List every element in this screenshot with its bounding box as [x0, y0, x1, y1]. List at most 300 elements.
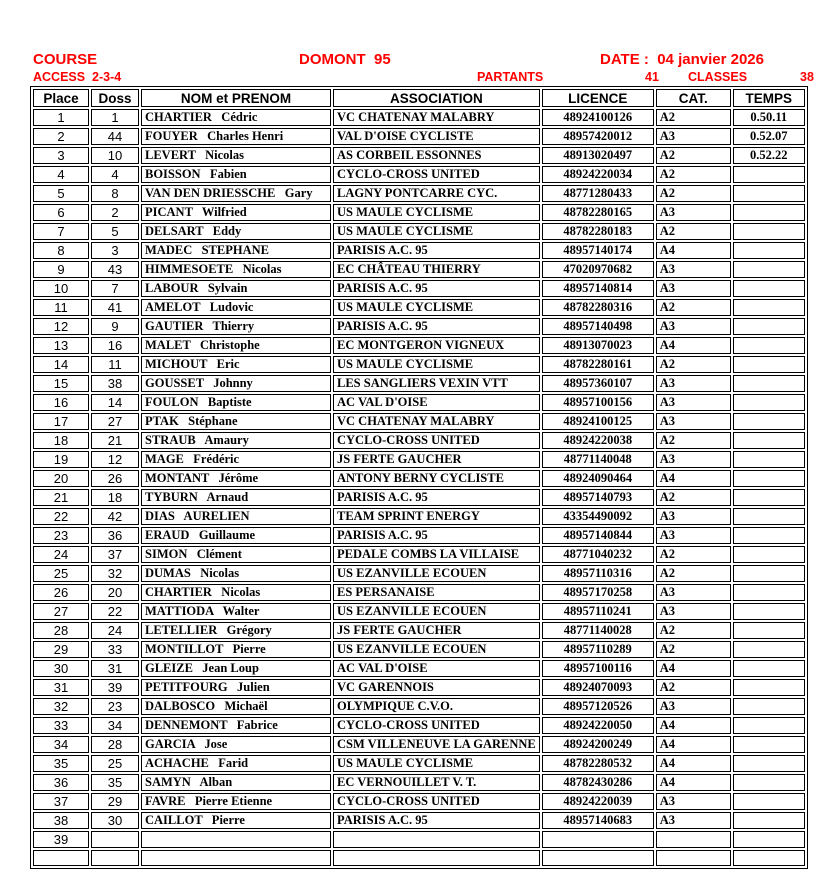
classes-count: 38 [800, 70, 814, 84]
table-row [33, 147, 805, 164]
name-cell: TYBURN Arnaud [141, 489, 331, 506]
temps-cell [733, 584, 805, 601]
name-cell: FOUYER Charles Henri [141, 128, 331, 145]
table-row [33, 299, 805, 316]
place-cell: 20 [33, 470, 89, 487]
temps-cell [733, 603, 805, 620]
partants-label: PARTANTS [477, 70, 544, 84]
association-cell: US EZANVILLE ECOUEN [333, 641, 540, 658]
association-cell: US MAULE CYCLISME [333, 299, 540, 316]
name-cell: LETELLIER Grégory [141, 622, 331, 639]
cat-cell: A2 [656, 622, 731, 639]
place-cell: 31 [33, 679, 89, 696]
name-cell: GARCIA Jose [141, 736, 331, 753]
name-cell: FAVRE Pierre Etienne [141, 793, 331, 810]
doss-cell: 22 [91, 603, 139, 620]
licence-cell: 48782280161 [542, 356, 654, 373]
licence-cell: 48924090464 [542, 470, 654, 487]
name-cell: ACHACHE Farid [141, 755, 331, 772]
temps-cell [733, 565, 805, 582]
table-row [33, 660, 805, 677]
place-cell: 2 [33, 128, 89, 145]
licence-cell: 48924220039 [542, 793, 654, 810]
place-cell: 25 [33, 565, 89, 582]
cat-cell: A3 [656, 413, 731, 430]
place-cell: 36 [33, 774, 89, 791]
licence-cell: 48782280532 [542, 755, 654, 772]
name-cell: DENNEMONT Fabrice [141, 717, 331, 734]
association-cell: US EZANVILLE ECOUEN [333, 603, 540, 620]
doss-cell: 36 [91, 527, 139, 544]
licence-cell: 48957120526 [542, 698, 654, 715]
temps-cell [733, 299, 805, 316]
temps-cell [733, 432, 805, 449]
temps-cell [733, 470, 805, 487]
name-cell: PICANT Wilfried [141, 204, 331, 221]
cat-cell: A3 [656, 812, 731, 829]
place-cell: 12 [33, 318, 89, 335]
association-cell: CYCLO-CROSS UNITED [333, 432, 540, 449]
temps-cell [733, 793, 805, 810]
licence-cell [542, 850, 654, 866]
doss-cell: 11 [91, 356, 139, 373]
temps-cell [733, 527, 805, 544]
doss-cell: 44 [91, 128, 139, 145]
cat-cell: A2 [656, 166, 731, 183]
association-cell: TEAM SPRINT ENERGY [333, 508, 540, 525]
name-cell: MONTANT Jérôme [141, 470, 331, 487]
table-row [33, 356, 805, 373]
name-cell: LEVERT Nicolas [141, 147, 331, 164]
place-cell: 18 [33, 432, 89, 449]
name-cell: GLEIZE Jean Loup [141, 660, 331, 677]
place-cell [33, 850, 89, 866]
doss-cell: 33 [91, 641, 139, 658]
place-cell: 32 [33, 698, 89, 715]
table-row [33, 508, 805, 525]
place-cell: 29 [33, 641, 89, 658]
association-cell: EC VERNOUILLET V. T. [333, 774, 540, 791]
temps-cell [733, 508, 805, 525]
table-row [33, 774, 805, 791]
cat-cell: A4 [656, 774, 731, 791]
cat-cell: A3 [656, 698, 731, 715]
table-row [33, 375, 805, 392]
name-cell: MALET Christophe [141, 337, 331, 354]
temps-cell [733, 185, 805, 202]
temps-cell [733, 166, 805, 183]
doss-cell: 3 [91, 242, 139, 259]
table-row [33, 546, 805, 563]
temps-cell [733, 375, 805, 392]
temps-cell [733, 242, 805, 259]
association-cell: JS FERTE GAUCHER [333, 451, 540, 468]
table-row [33, 641, 805, 658]
place-cell: 14 [33, 356, 89, 373]
place-cell: 11 [33, 299, 89, 316]
licence-cell: 48924100125 [542, 413, 654, 430]
cat-cell: A3 [656, 793, 731, 810]
association-cell: PARISIS A.C. 95 [333, 280, 540, 297]
col-header-temps: TEMPS [733, 89, 805, 107]
licence-cell: 43354490092 [542, 508, 654, 525]
name-cell: DUMAS Nicolas [141, 565, 331, 582]
place-cell: 22 [33, 508, 89, 525]
licence-cell: 47020970682 [542, 261, 654, 278]
cat-cell: A2 [656, 299, 731, 316]
temps-cell [733, 717, 805, 734]
temps-cell [733, 451, 805, 468]
cat-cell: A2 [656, 679, 731, 696]
col-header-licence: LICENCE [542, 89, 654, 107]
doss-cell: 25 [91, 755, 139, 772]
association-cell: EC CHÂTEAU THIERRY [333, 261, 540, 278]
table-row [33, 223, 805, 240]
doss-cell [91, 831, 139, 848]
table-row [33, 603, 805, 620]
place-cell: 24 [33, 546, 89, 563]
event-title: DOMONT 95 [299, 51, 391, 68]
doss-cell: 28 [91, 736, 139, 753]
cat-cell: A3 [656, 508, 731, 525]
cat-cell: A3 [656, 261, 731, 278]
doss-cell: 27 [91, 413, 139, 430]
table-row [33, 565, 805, 582]
table-row [33, 337, 805, 354]
association-cell: CYCLO-CROSS UNITED [333, 166, 540, 183]
doss-cell: 35 [91, 774, 139, 791]
name-cell: DIAS AURELIEN [141, 508, 331, 525]
table-row [33, 166, 805, 183]
association-cell: US EZANVILLE ECOUEN [333, 565, 540, 582]
place-cell: 13 [33, 337, 89, 354]
licence-cell: 48924220034 [542, 166, 654, 183]
licence-cell: 48957420012 [542, 128, 654, 145]
doss-cell: 5 [91, 223, 139, 240]
association-cell: PARISIS A.C. 95 [333, 489, 540, 506]
cat-cell: A3 [656, 128, 731, 145]
place-cell: 19 [33, 451, 89, 468]
doss-cell: 41 [91, 299, 139, 316]
doss-cell: 30 [91, 812, 139, 829]
place-cell: 7 [33, 223, 89, 240]
name-cell: STRAUB Amaury [141, 432, 331, 449]
cat-cell: A4 [656, 242, 731, 259]
name-cell: GOUSSET Johnny [141, 375, 331, 392]
temps-cell [733, 850, 805, 866]
licence-cell: 48957170258 [542, 584, 654, 601]
association-cell: US MAULE CYCLISME [333, 755, 540, 772]
doss-cell: 31 [91, 660, 139, 677]
cat-cell: A2 [656, 546, 731, 563]
cat-cell: A2 [656, 185, 731, 202]
table-row [33, 185, 805, 202]
temps-cell [733, 413, 805, 430]
table-row [33, 679, 805, 696]
doss-cell: 7 [91, 280, 139, 297]
doss-cell: 43 [91, 261, 139, 278]
col-header-name: NOM et PRENOM [141, 89, 331, 107]
table-row [33, 204, 805, 221]
cat-cell: A3 [656, 318, 731, 335]
association-cell: LES SANGLIERS VEXIN VTT [333, 375, 540, 392]
name-cell: SIMON Clément [141, 546, 331, 563]
place-cell: 10 [33, 280, 89, 297]
temps-cell: 0.52.22 [733, 147, 805, 164]
licence-cell: 48771280433 [542, 185, 654, 202]
table-row [33, 831, 805, 848]
name-cell: BOISSON Fabien [141, 166, 331, 183]
licence-cell: 48771140028 [542, 622, 654, 639]
cat-cell: A4 [656, 736, 731, 753]
place-cell: 23 [33, 527, 89, 544]
classes-label: CLASSES [688, 70, 748, 84]
table-row [33, 261, 805, 278]
cat-cell: A4 [656, 717, 731, 734]
name-cell: GAUTIER Thierry [141, 318, 331, 335]
doss-cell: 16 [91, 337, 139, 354]
temps-cell [733, 394, 805, 411]
doss-cell: 2 [91, 204, 139, 221]
temps-cell [733, 337, 805, 354]
place-cell: 16 [33, 394, 89, 411]
licence-cell: 48957140844 [542, 527, 654, 544]
doss-cell: 42 [91, 508, 139, 525]
name-cell: DELSART Eddy [141, 223, 331, 240]
cat-cell: A2 [656, 223, 731, 240]
association-cell: PEDALE COMBS LA VILLAISE [333, 546, 540, 563]
cat-cell: A2 [656, 432, 731, 449]
table-row [33, 128, 805, 145]
table-row [33, 470, 805, 487]
doss-cell: 12 [91, 451, 139, 468]
licence-cell: 48957110289 [542, 641, 654, 658]
association-cell: US MAULE CYCLISME [333, 223, 540, 240]
cat-cell: A3 [656, 451, 731, 468]
temps-cell [733, 318, 805, 335]
temps-cell [733, 755, 805, 772]
partants-count: 41 [645, 70, 659, 84]
doss-cell: 29 [91, 793, 139, 810]
licence-cell: 48913070023 [542, 337, 654, 354]
place-cell: 3 [33, 147, 89, 164]
place-cell: 9 [33, 261, 89, 278]
cat-cell: A3 [656, 280, 731, 297]
table-row [33, 698, 805, 715]
place-cell: 26 [33, 584, 89, 601]
table-row [33, 451, 805, 468]
name-cell: DALBOSCO Michaël [141, 698, 331, 715]
cat-cell: A4 [656, 337, 731, 354]
cat-cell: A2 [656, 356, 731, 373]
col-header-cat: CAT. [656, 89, 731, 107]
temps-cell [733, 641, 805, 658]
table-row [33, 812, 805, 829]
licence-cell: 48957110316 [542, 565, 654, 582]
cat-cell: A2 [656, 109, 731, 126]
licence-cell: 48924220050 [542, 717, 654, 734]
temps-cell [733, 622, 805, 639]
association-cell: CSM VILLENEUVE LA GARENNE [333, 736, 540, 753]
licence-cell [542, 831, 654, 848]
doss-cell: 8 [91, 185, 139, 202]
temps-cell [733, 280, 805, 297]
association-cell: US MAULE CYCLISME [333, 356, 540, 373]
association-cell: US MAULE CYCLISME [333, 204, 540, 221]
name-cell: PETITFOURG Julien [141, 679, 331, 696]
licence-cell: 48924200249 [542, 736, 654, 753]
place-cell: 17 [33, 413, 89, 430]
doss-cell: 4 [91, 166, 139, 183]
association-cell: OLYMPIQUE C.V.O. [333, 698, 540, 715]
association-cell: LAGNY PONTCARRE CYC. [333, 185, 540, 202]
association-cell: PARISIS A.C. 95 [333, 812, 540, 829]
place-cell: 34 [33, 736, 89, 753]
cat-cell [656, 850, 731, 866]
doss-cell: 14 [91, 394, 139, 411]
temps-cell [733, 223, 805, 240]
place-cell: 39 [33, 831, 89, 848]
association-cell: VC GARENNOIS [333, 679, 540, 696]
access-category-label: ACCESS 2-3-4 [33, 70, 122, 84]
place-cell: 37 [33, 793, 89, 810]
doss-cell: 37 [91, 546, 139, 563]
cat-cell: A3 [656, 204, 731, 221]
association-cell [333, 831, 540, 848]
table-row [33, 489, 805, 506]
temps-cell [733, 489, 805, 506]
association-cell: VC CHATENAY MALABRY [333, 413, 540, 430]
place-cell: 8 [33, 242, 89, 259]
cat-cell: A3 [656, 394, 731, 411]
name-cell [141, 850, 331, 866]
table-row [33, 717, 805, 734]
table-row [33, 584, 805, 601]
association-cell: JS FERTE GAUCHER [333, 622, 540, 639]
cat-cell: A3 [656, 584, 731, 601]
temps-cell [733, 261, 805, 278]
association-cell: AC VAL D'OISE [333, 660, 540, 677]
association-cell: AC VAL D'OISE [333, 394, 540, 411]
date-label: DATE : 04 janvier 2026 [600, 51, 764, 68]
licence-cell: 48957140793 [542, 489, 654, 506]
table-row [33, 280, 805, 297]
doss-cell: 39 [91, 679, 139, 696]
place-cell: 38 [33, 812, 89, 829]
doss-cell: 9 [91, 318, 139, 335]
doss-cell [91, 850, 139, 866]
name-cell: VAN DEN DRIESSCHE Gary [141, 185, 331, 202]
cat-cell: A3 [656, 527, 731, 544]
name-cell: CHARTIER Cédric [141, 109, 331, 126]
association-cell: PARISIS A.C. 95 [333, 527, 540, 544]
licence-cell: 48957360107 [542, 375, 654, 392]
name-cell: MICHOUT Eric [141, 356, 331, 373]
table-row [33, 793, 805, 810]
name-cell: MATTIODA Walter [141, 603, 331, 620]
table-row [33, 242, 805, 259]
col-header-place: Place [33, 89, 89, 107]
place-cell: 15 [33, 375, 89, 392]
licence-cell: 48913020497 [542, 147, 654, 164]
temps-cell [733, 736, 805, 753]
cat-cell: A4 [656, 755, 731, 772]
cat-cell: A4 [656, 470, 731, 487]
cat-cell: A2 [656, 565, 731, 582]
association-cell: EC MONTGERON VIGNEUX [333, 337, 540, 354]
licence-cell: 48924070093 [542, 679, 654, 696]
temps-cell [733, 356, 805, 373]
name-cell: LABOUR Sylvain [141, 280, 331, 297]
licence-cell: 48957140174 [542, 242, 654, 259]
doss-cell: 21 [91, 432, 139, 449]
association-cell: VC CHATENAY MALABRY [333, 109, 540, 126]
name-cell: MAGE Frédéric [141, 451, 331, 468]
temps-cell [733, 204, 805, 221]
temps-cell [733, 812, 805, 829]
table-row [33, 432, 805, 449]
table-row [33, 850, 805, 866]
doss-cell: 32 [91, 565, 139, 582]
place-cell: 35 [33, 755, 89, 772]
association-cell: ES PERSANAISE [333, 584, 540, 601]
cat-cell: A2 [656, 641, 731, 658]
name-cell: HIMMESOETE Nicolas [141, 261, 331, 278]
licence-cell: 48782280165 [542, 204, 654, 221]
name-cell: MONTILLOT Pierre [141, 641, 331, 658]
name-cell: ERAUD Guillaume [141, 527, 331, 544]
place-cell: 6 [33, 204, 89, 221]
temps-cell [733, 660, 805, 677]
name-cell [141, 831, 331, 848]
licence-cell: 48957100156 [542, 394, 654, 411]
doss-cell: 26 [91, 470, 139, 487]
place-cell: 1 [33, 109, 89, 126]
table-row [33, 527, 805, 544]
association-cell: AS CORBEIL ESSONNES [333, 147, 540, 164]
temps-cell [733, 679, 805, 696]
licence-cell: 48957140498 [542, 318, 654, 335]
place-cell: 28 [33, 622, 89, 639]
col-header-doss: Doss [91, 89, 139, 107]
place-cell: 21 [33, 489, 89, 506]
cat-cell: A4 [656, 660, 731, 677]
doss-cell: 38 [91, 375, 139, 392]
doss-cell: 18 [91, 489, 139, 506]
association-cell: CYCLO-CROSS UNITED [333, 717, 540, 734]
doss-cell: 10 [91, 147, 139, 164]
association-cell: VAL D'OISE CYCLISTE [333, 128, 540, 145]
name-cell: PTAK Stéphane [141, 413, 331, 430]
licence-cell: 48924100126 [542, 109, 654, 126]
licence-cell: 48782430286 [542, 774, 654, 791]
cat-cell: A3 [656, 375, 731, 392]
licence-cell: 48957140814 [542, 280, 654, 297]
temps-cell [733, 831, 805, 848]
table-row [33, 755, 805, 772]
doss-cell: 34 [91, 717, 139, 734]
licence-cell: 48782280316 [542, 299, 654, 316]
place-cell: 33 [33, 717, 89, 734]
name-cell: AMELOT Ludovic [141, 299, 331, 316]
place-cell: 4 [33, 166, 89, 183]
licence-cell: 48957110241 [542, 603, 654, 620]
cat-cell: A3 [656, 603, 731, 620]
doss-cell: 23 [91, 698, 139, 715]
place-cell: 5 [33, 185, 89, 202]
association-cell: CYCLO-CROSS UNITED [333, 793, 540, 810]
table-header-row [33, 89, 805, 107]
